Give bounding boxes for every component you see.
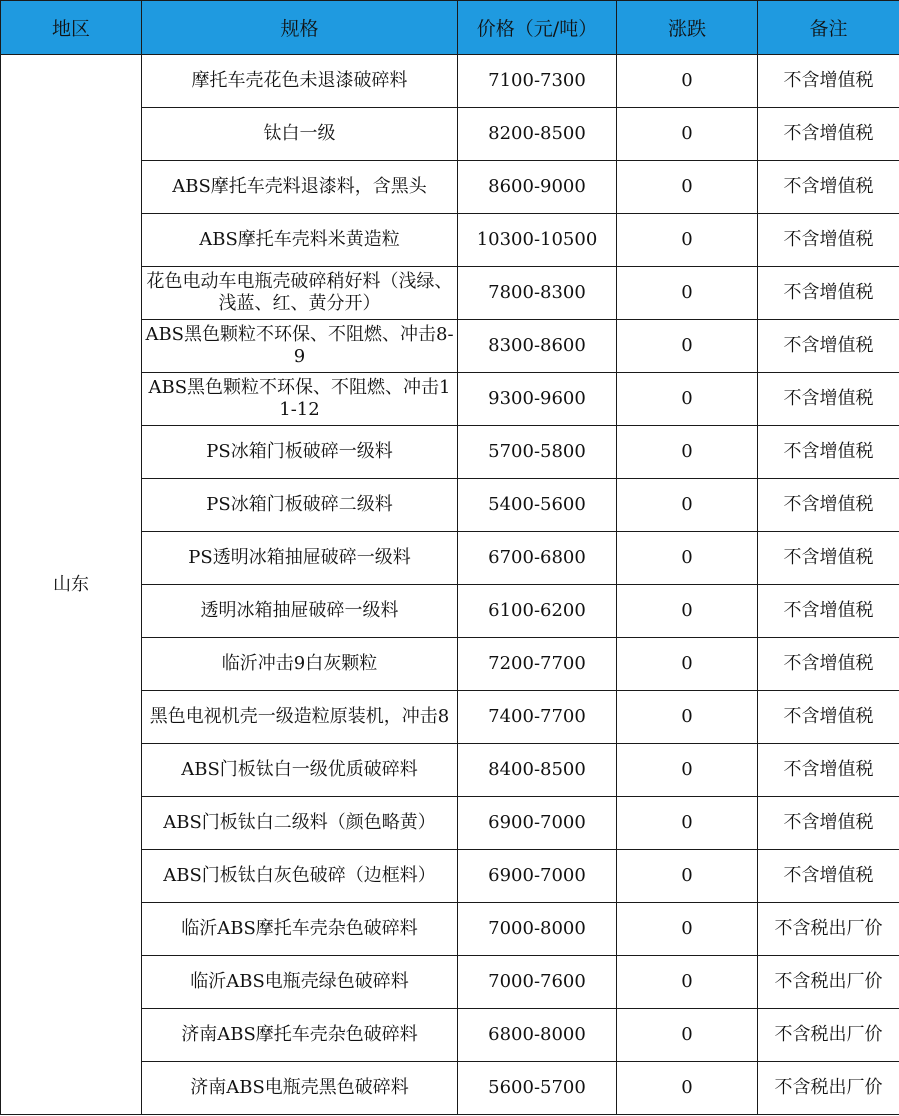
price-cell: 8200-8500 <box>458 108 617 161</box>
price-cell: 5400-5600 <box>458 479 617 532</box>
change-cell: 0 <box>617 373 758 426</box>
price-cell: 9300-9600 <box>458 373 617 426</box>
spec-cell: ABS门板钛白灰色破碎（边框料） <box>142 850 458 903</box>
header-change: 涨跌 <box>617 1 758 55</box>
price-cell: 6900-7000 <box>458 797 617 850</box>
price-cell: 7400-7700 <box>458 691 617 744</box>
change-cell: 0 <box>617 161 758 214</box>
note-cell: 不含增值税 <box>758 744 899 797</box>
change-cell: 0 <box>617 214 758 267</box>
note-cell: 不含增值税 <box>758 267 899 320</box>
change-cell: 0 <box>617 532 758 585</box>
note-cell: 不含增值税 <box>758 108 899 161</box>
spec-cell: ABS摩托车壳料退漆料，含黑头 <box>142 161 458 214</box>
change-cell: 0 <box>617 903 758 956</box>
change-cell: 0 <box>617 1062 758 1115</box>
change-cell: 0 <box>617 55 758 108</box>
price-cell: 7100-7300 <box>458 55 617 108</box>
note-cell: 不含增值税 <box>758 797 899 850</box>
table-header <box>1 1 899 55</box>
header-note: 备注 <box>758 1 899 55</box>
price-cell: 7000-8000 <box>458 903 617 956</box>
change-cell: 0 <box>617 797 758 850</box>
change-cell: 0 <box>617 585 758 638</box>
spec-cell: ABS黑色颗粒不环保、不阻燃、冲击11-12 <box>142 373 458 426</box>
spec-cell: PS冰箱门板破碎一级料 <box>142 426 458 479</box>
header-region: 地区 <box>1 1 142 55</box>
note-cell: 不含税出厂价 <box>758 1009 899 1062</box>
note-cell: 不含增值税 <box>758 479 899 532</box>
price-cell: 5700-5800 <box>458 426 617 479</box>
price-cell: 5600-5700 <box>458 1062 617 1115</box>
change-cell: 0 <box>617 956 758 1009</box>
spec-cell: ABS门板钛白二级料（颜色略黄） <box>142 797 458 850</box>
change-cell: 0 <box>617 638 758 691</box>
spec-cell: 透明冰箱抽屉破碎一级料 <box>142 585 458 638</box>
note-cell: 不含增值税 <box>758 585 899 638</box>
spec-cell: 摩托车壳花色未退漆破碎料 <box>142 55 458 108</box>
note-cell: 不含增值税 <box>758 373 899 426</box>
price-cell: 6900-7000 <box>458 850 617 903</box>
change-cell: 0 <box>617 1009 758 1062</box>
change-cell: 0 <box>617 320 758 373</box>
header-row <box>1 1 899 55</box>
spec-cell: 临沂ABS电瓶壳绿色破碎料 <box>142 956 458 1009</box>
spec-cell: 济南ABS摩托车壳杂色破碎料 <box>142 1009 458 1062</box>
spec-cell: PS透明冰箱抽屉破碎一级料 <box>142 532 458 585</box>
spec-cell: ABS门板钛白一级优质破碎料 <box>142 744 458 797</box>
spec-cell: 钛白一级 <box>142 108 458 161</box>
change-cell: 0 <box>617 744 758 797</box>
table-body <box>1 55 899 1115</box>
price-cell: 6100-6200 <box>458 585 617 638</box>
note-cell: 不含增值税 <box>758 638 899 691</box>
change-cell: 0 <box>617 267 758 320</box>
price-cell: 8400-8500 <box>458 744 617 797</box>
region-cell: 山东 <box>1 55 142 1115</box>
note-cell: 不含税出厂价 <box>758 903 899 956</box>
change-cell: 0 <box>617 479 758 532</box>
change-cell: 0 <box>617 850 758 903</box>
price-cell: 6700-6800 <box>458 532 617 585</box>
note-cell: 不含增值税 <box>758 161 899 214</box>
price-cell: 6800-8000 <box>458 1009 617 1062</box>
price-cell: 7200-7700 <box>458 638 617 691</box>
change-cell: 0 <box>617 108 758 161</box>
change-cell: 0 <box>617 426 758 479</box>
price-cell: 8600-9000 <box>458 161 617 214</box>
note-cell: 不含税出厂价 <box>758 1062 899 1115</box>
note-cell: 不含增值税 <box>758 532 899 585</box>
spec-cell: 花色电动车电瓶壳破碎稍好料（浅绿、浅蓝、红、黄分开） <box>142 267 458 320</box>
note-cell: 不含增值税 <box>758 426 899 479</box>
spec-cell: ABS摩托车壳料米黄造粒 <box>142 214 458 267</box>
spec-cell: 济南ABS电瓶壳黑色破碎料 <box>142 1062 458 1115</box>
note-cell: 不含税出厂价 <box>758 956 899 1009</box>
spec-cell: 黑色电视机壳一级造粒原装机，冲击8 <box>142 691 458 744</box>
spec-cell: ABS黑色颗粒不环保、不阻燃、冲击8-9 <box>142 320 458 373</box>
spec-cell: 临沂冲击9白灰颗粒 <box>142 638 458 691</box>
header-price: 价格（元/吨） <box>458 1 617 55</box>
note-cell: 不含增值税 <box>758 55 899 108</box>
spec-cell: PS冰箱门板破碎二级料 <box>142 479 458 532</box>
table-row <box>1 55 899 108</box>
note-cell: 不含增值税 <box>758 691 899 744</box>
spec-cell: 临沂ABS摩托车壳杂色破碎料 <box>142 903 458 956</box>
price-cell: 10300-10500 <box>458 214 617 267</box>
change-cell: 0 <box>617 691 758 744</box>
price-cell: 8300-8600 <box>458 320 617 373</box>
note-cell: 不含增值税 <box>758 320 899 373</box>
header-spec: 规格 <box>142 1 458 55</box>
note-cell: 不含增值税 <box>758 214 899 267</box>
price-cell: 7000-7600 <box>458 956 617 1009</box>
price-cell: 7800-8300 <box>458 267 617 320</box>
note-cell: 不含增值税 <box>758 850 899 903</box>
